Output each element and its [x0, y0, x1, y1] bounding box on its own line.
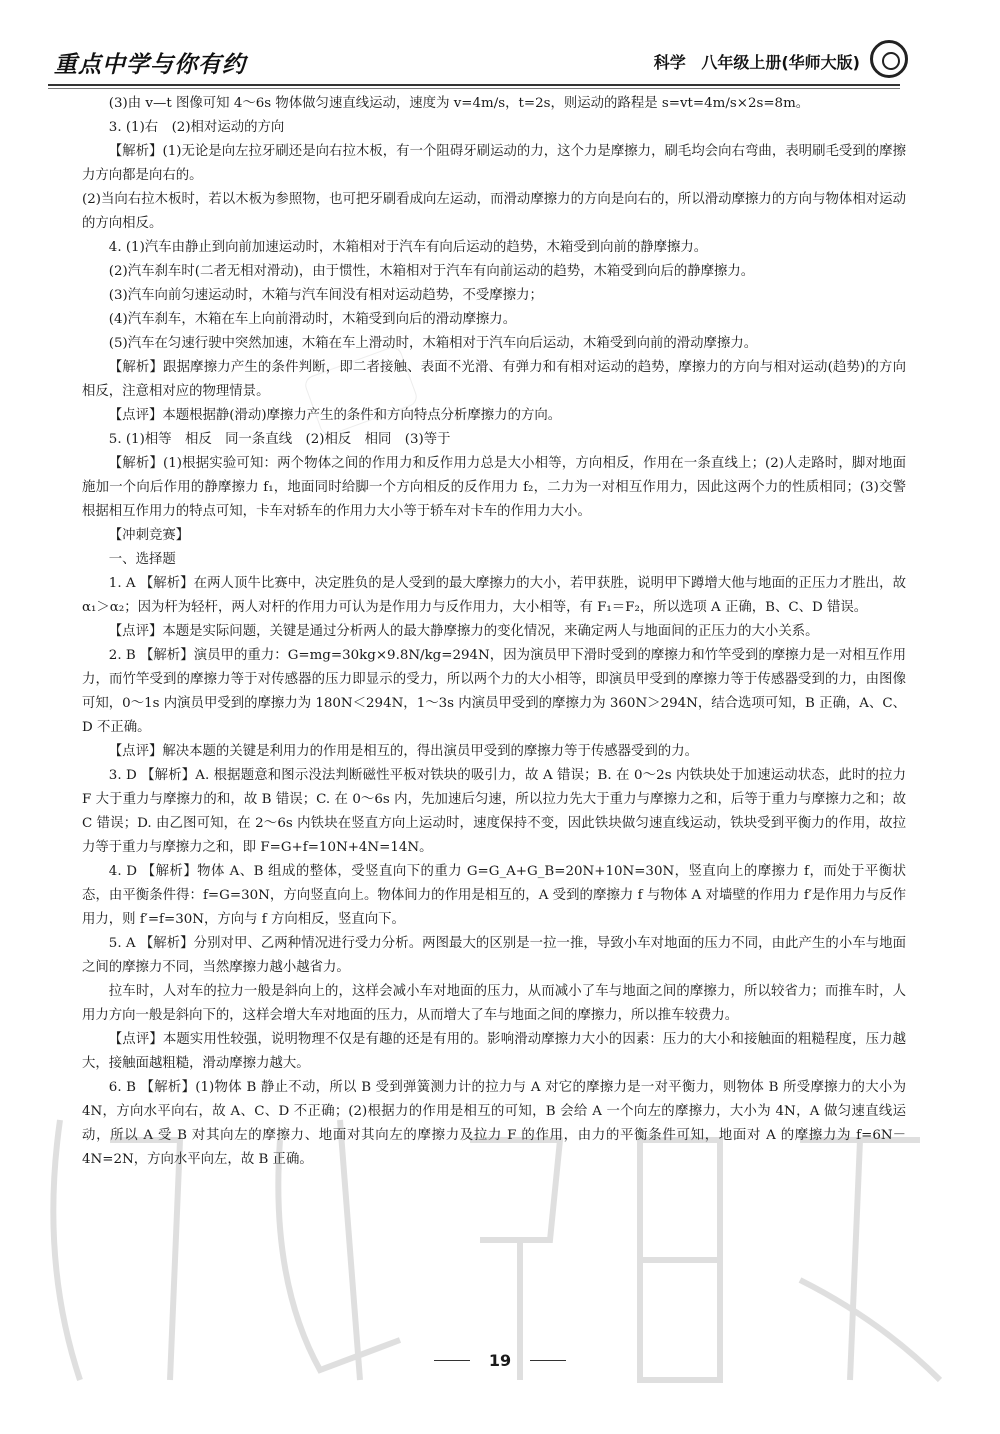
- book-series-logo: 重点中学与你有约: [54, 52, 246, 78]
- answer-paragraph: 【解析】(1)根据实验可知：两个物体之间的作用力和反作用力总是大小相等，方向相反，作用在一条直线上；(2)人走路时，脚对地面施加一个向后作用的静摩擦力 f₁，地面同时给脚一个方向相反的反作用力 f₂，二力为一对相互作用力，因此这两个力的性质相同；(3)交警根据相互作用力的特点可知，卡车对轿车的作用力大小等于轿车对卡车的作用力大小。: [82, 456, 906, 519]
- book-title: [644, 50, 860, 73]
- answer-paragraph: 【点评】解决本题的关键是利用力的作用是相互的，得出演员甲受到的摩擦力等于传感器受到的力。: [108, 744, 698, 759]
- subject-label: 科学: [653, 53, 686, 72]
- answer-paragraph: (3)由 v—t 图像可知 4～6s 物体做匀速直线运动，速度为 v=4m/s，t=2s，则运动的路程是 s=vt=4m/s×2s=8m。: [108, 96, 810, 111]
- header-rule: [48, 84, 900, 86]
- answer-paragraph: 【点评】本题根据静(滑动)摩擦力产生的条件和方向特点分析摩擦力的方向。: [108, 408, 562, 423]
- answer-paragraph: 1. A 【解析】在两人顶牛比赛中，决定胜负的是人受到的最大摩擦力的大小，若甲获胜，说明甲下蹲增大他与地面的正压力才胜出，故 α₁＞α₂；因为杆为轻杆，两人对杆的作用力可认为是作用力与反作用力，大小相等，有 F₁＝F₂，所以选项 A 正确，B、C、D 错误。: [82, 576, 906, 615]
- answer-paragraph: 拉车时，人对车的拉力一般是斜向上的，这样会减小车对地面的压力，从而减小了车与地面之间的摩擦力，所以较省力；而推车时，人用力方向一般是斜向下的，这样会增大车对地面的压力，从而增大了车与地面之间的摩擦力，所以推车较费力。: [82, 984, 906, 1023]
- answer-paragraph: 4. D 【解析】物体 A、B 组成的整体，受竖直向下的重力 G=G_A+G_B=20N+10N=30N，竖直向上的摩擦力 f，而处于平衡状态，由平衡条件得：f=G=30N，方向竖直向上。物体间力的作用是相互的，A 受到的摩擦力 f 与物体 A 对墙壁的作用力 f′是作用力与反作用力，则 f′=f=30N，方向与 f 方向相反，竖直向下。: [82, 864, 906, 927]
- answer-paragraph: 5. (1)相等 相反 同一条直线 (2)相反 相同 (3)等于: [108, 432, 451, 447]
- page-number: 19: [448, 1350, 552, 1372]
- answer-content: [82, 92, 906, 1172]
- answer-paragraph: (2)汽车刹车时(二者无相对滑动)，由于惯性，木箱相对于汽车有向前运动的趋势，木箱受到向后的静摩擦力。: [108, 264, 755, 279]
- answer-paragraph: (3)汽车向前匀速运动时，木箱与汽车间没有相对运动趋势，不受摩擦力；: [108, 288, 543, 303]
- answer-paragraph: 3. D 【解析】A. 根据题意和图示没法判断磁性平板对铁块的吸引力，故 A 错误；B. 在 0～2s 内铁块处于加速运动状态，此时的拉力 F 大于重力与摩擦力的和，故 B 错误；C. 在 0～6s 内，先加速后匀速，所以拉力先大于重力与摩擦力之和，后等于重力与摩擦力之和；故 C 错误；D. 由乙图可知，在 2～6s 内铁块在竖直方向上运动时，速度保持不变，因此铁块做匀速直线运动，铁块受到平衡力的作用，故拉力等于重力与摩擦力之和，即 F=G+f=10N+4N=14N。: [82, 768, 906, 855]
- answer-paragraph: 6. B 【解析】(1)物体 B 静止不动，所以 B 受到弹簧测力计的拉力与 A 对它的摩擦力是一对平衡力，则物体 B 所受摩擦力的大小为 4N，方向水平向右，故 A、C、D 不正确；(2)根据力的作用是相互的可知，B 会给 A 一个向左的摩擦力，大小为 4N，A 做匀速直线运动，所以 A 受 B 对其向左的摩擦力、地面对其向左的摩擦力及拉力 F 的作用，由力的平衡条件可知，地面对 A 的摩擦力为 f=6N－4N=2N，方向水平向左，故 B 正确。: [82, 1080, 906, 1167]
- answer-paragraph: 5. A 【解析】分别对甲、乙两种情况进行受力分析。两图最大的区别是一拉一推，导致小车对地面的压力不同，由此产生的小车与地面之间的摩擦力不同，当然摩擦力越小越省力。: [82, 936, 906, 975]
- answer-paragraph: 2. B 【解析】演员甲的重力：G=mg=30kg×9.8N/kg=294N，因为演员甲下滑时受到的摩擦力和竹竿受到的摩擦力是一对相互作用力，而竹竿受到的摩擦力等于对传感器的压力即显示的受力，所以两个力的大小相等，即演员甲受到的摩擦力等于传感器受到的力，由图像可知，0～1s 内演员甲受到的摩擦力为 180N＜294N，1～3s 内演员甲受到的摩擦力为 360N＞294N，结合选项可知，B 正确，A、C、D 不正确。: [82, 648, 906, 735]
- answer-paragraph: 一、选择题: [108, 552, 176, 567]
- answer-paragraph: (4)汽车刹车，木箱在车上向前滑动时，木箱受到向后的滑动摩擦力。: [108, 312, 517, 327]
- answer-paragraph: 【解析】跟据摩擦力产生的条件判断，即二者接触、表面不光滑、有弹力和有相对运动的趋势，摩擦力的方向与相对运动(趋势)的方向相反，注意相对应的物理情景。: [82, 360, 906, 399]
- answer-paragraph: 4. (1)汽车由静止到向前加速运动时，木箱相对于汽车有向后运动的趋势，木箱受到向前的静摩擦力。: [108, 240, 708, 255]
- answer-paragraph: (2)当向右拉木板时，若以木板为参照物，也可把牙刷看成向左运动，而滑动摩擦力的方向是向右的，所以滑动摩擦力的方向与物体相对运动的方向相反。: [82, 192, 906, 231]
- answer-paragraph: 【解析】(1)无论是向左拉牙刷还是向右拉木板，有一个阻碍牙刷运动的力，这个力是摩擦力，刷毛均会向右弯曲，表明刷毛受到的摩擦力方向都是向右的。: [82, 144, 906, 183]
- grade-label: 八年级上册(华师大版): [701, 53, 860, 72]
- school-seal-icon: [870, 40, 908, 78]
- page-header: [48, 40, 908, 86]
- header-rule-thin: [48, 88, 900, 89]
- answer-paragraph: 【点评】本题实用性较强，说明物理不仅是有趣的还是有用的。影响滑动摩擦力大小的因素：压力的大小和接触面的粗糙程度，压力越大，接触面越粗糙，滑动摩擦力越大。: [82, 1032, 906, 1071]
- answer-paragraph: (5)汽车在匀速行驶中突然加速，木箱在车上滑动时，木箱相对于汽车向后运动，木箱受到向前的滑动摩擦力。: [108, 336, 758, 351]
- answer-paragraph: 3. (1)右 (2)相对运动的方向: [108, 120, 285, 135]
- answer-paragraph: 【点评】本题是实际问题，关键是通过分析两人的最大静摩擦力的变化情况，来确定两人与地面间的正压力的大小关系。: [108, 624, 819, 639]
- answer-paragraph: 【冲刺竞赛】: [108, 528, 190, 543]
